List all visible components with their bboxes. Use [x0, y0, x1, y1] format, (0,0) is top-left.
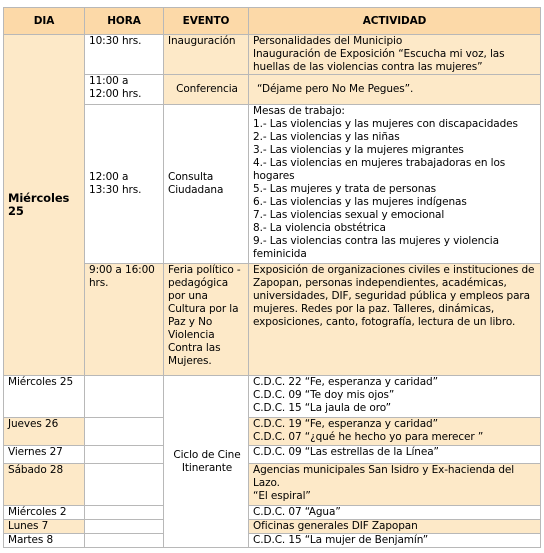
table-row — [4, 464, 541, 506]
table-row — [4, 446, 541, 464]
actividad-line: C.D.C. 19 “Fe, esperanza y caridad” — [253, 418, 438, 430]
day-cell: Miércoles 25 — [4, 376, 85, 418]
table-row — [4, 376, 541, 418]
actividad-cell — [249, 418, 541, 446]
evento-cell: Conferencia — [164, 75, 249, 105]
header-dia: DIA — [4, 8, 85, 35]
program-table — [3, 7, 541, 548]
day-cell: Jueves 26 — [4, 418, 85, 446]
table-row — [4, 534, 541, 548]
table-row — [4, 105, 541, 264]
evento-cell: Inauguración — [164, 35, 249, 75]
actividad-cell: Exposición de organizaciones civiles e instituciones de Zapopan, personas independientes, académicas, universidades, DIF, seguridad pública y empleos para mujeres. Redes por la paz. Talleres, dinámicas, exposiciones, canto, fotografía, lectura de un libro. — [249, 264, 541, 376]
actividad-cell: C.D.C. 07 “Agua” — [249, 506, 541, 520]
hora-cell: 12:00 a 13:30 hrs. — [85, 105, 164, 264]
actividad-line: 2.- Las violencias y las niñas — [253, 131, 400, 143]
actividad-line: 8.- La violencia obstétrica — [253, 222, 386, 234]
actividad-line: C.D.C. 07 “¿qué he hecho yo para merecer ” — [253, 431, 484, 443]
actividad-line: 9.- Las violencias contra las mujeres y violencia feminicida — [253, 235, 499, 260]
hora-cell — [85, 376, 164, 418]
day-cell: Martes 8 — [4, 534, 85, 548]
header-hora: HORA — [85, 8, 164, 35]
table-row — [4, 520, 541, 534]
actividad-line: C.D.C. 22 “Fe, esperanza y caridad” — [253, 376, 438, 388]
header-row — [4, 8, 541, 35]
actividad-cell: Oficinas generales DIF Zapopan — [249, 520, 541, 534]
actividad-cell — [249, 105, 541, 264]
table-row — [4, 75, 541, 105]
day-label: Miércoles 25 — [8, 191, 70, 218]
actividad-cell: C.D.C. 09 “Las estrellas de la Línea” — [249, 446, 541, 464]
day-cell: Miércoles 2 — [4, 506, 85, 520]
day-cell-main — [4, 35, 85, 376]
hora-cell — [85, 418, 164, 446]
hora-cell — [85, 534, 164, 548]
actividad-line: Agencias municipales San Isidro y Ex-hacienda del Lazo. — [253, 464, 515, 489]
hora-cell — [85, 506, 164, 520]
header-actividad: ACTIVIDAD — [249, 8, 541, 35]
actividad-line: “Déjame pero No Me Pegues”. — [257, 83, 414, 95]
evento-cell-cine: Ciclo de Cine Itinerante — [164, 376, 249, 548]
actividad-cell — [249, 464, 541, 506]
day-cell: Sábado 28 — [4, 464, 85, 506]
day-cell: Viernes 27 — [4, 446, 85, 464]
hora-cell — [85, 520, 164, 534]
actividad-line: C.D.C. 15 “La jaula de oro” — [253, 402, 391, 414]
day-cell: Lunes 7 — [4, 520, 85, 534]
hora-cell: 10:30 hrs. — [85, 35, 164, 75]
actividad-line: 5.- Las mujeres y trata de personas — [253, 183, 437, 195]
hora-cell: 11:00 a 12:00 hrs. — [85, 75, 164, 105]
header-evento: EVENTO — [164, 8, 249, 35]
actividad-line: “El espiral” — [253, 490, 311, 502]
actividad-line: Personalidades del Municipio — [253, 35, 403, 47]
table-row — [4, 264, 541, 376]
actividad-line: 7.- Las violencias sexual y emocional — [253, 209, 445, 221]
table-row — [4, 35, 541, 75]
evento-cell: Feria político -pedagógica por una Cultura por la Paz y No Violencia Contra las Mujeres. — [164, 264, 249, 376]
table-row — [4, 418, 541, 446]
actividad-line: 6.- Las violencias y las mujeres indígenas — [253, 196, 467, 208]
hora-cell — [85, 446, 164, 464]
actividad-cell — [249, 35, 541, 75]
actividad-line: 3.- Las violencias y la mujeres migrantes — [253, 144, 464, 156]
actividad-line: 1.- Las violencias y las mujeres con discapacidades — [253, 118, 518, 130]
evento-cell: Consulta Ciudadana — [164, 105, 249, 264]
actividad-line: 4.- Las violencias en mujeres trabajadoras en los hogares — [253, 157, 506, 182]
actividad-line: Mesas de trabajo: — [253, 105, 345, 117]
actividad-line: Inauguración de Exposición “Escucha mi voz, las huellas de las violencias contra las mujeres” — [253, 48, 505, 73]
actividad-cell: C.D.C. 15 “La mujer de Benjamín” — [249, 534, 541, 548]
hora-cell: 9:00 a 16:00 hrs. — [85, 264, 164, 376]
actividad-cell — [249, 376, 541, 418]
table-row — [4, 506, 541, 520]
hora-cell — [85, 464, 164, 506]
actividad-line: C.D.C. 09 “Te doy mis ojos” — [253, 389, 395, 401]
actividad-cell — [249, 75, 541, 105]
